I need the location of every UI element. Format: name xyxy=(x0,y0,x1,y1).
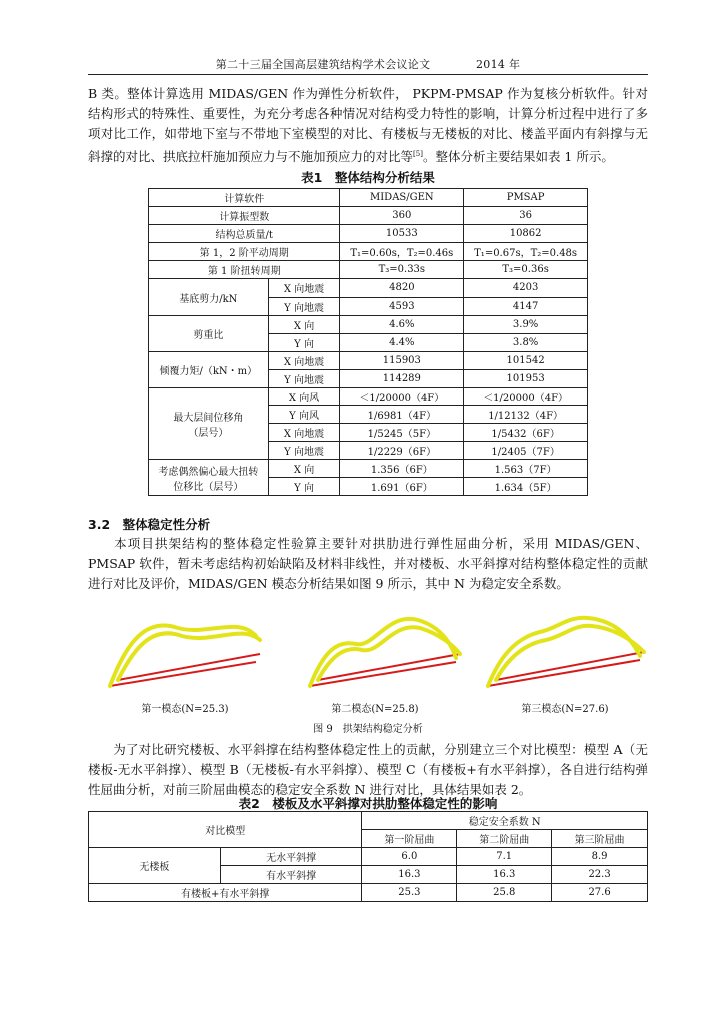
arch-rib xyxy=(310,619,456,686)
table-cell: 4593 xyxy=(340,297,464,316)
table-cell: 10862 xyxy=(464,225,588,243)
table-cell: 4820 xyxy=(340,279,464,298)
table-cell: 有楼板+有水平斜撑 xyxy=(89,884,362,902)
table-cell: 7.1 xyxy=(457,848,552,866)
tie-rod xyxy=(318,654,460,680)
table-cell: 有水平斜撑 xyxy=(220,866,362,884)
paragraph-3: 为了对比研究楼板、水平斜撑在结构整体稳定性上的贡献，分别建立三个对比模型：模型 A（无楼板-无水平斜撑）、模型 B（无楼板-有水平斜撑）、模型 C（有楼板+有水平斜撑），各自进行结构弹性屈曲分析，对前三阶屈曲模态的稳定安全系数 N 进行对比，具体结果如表 2。 xyxy=(88,742,648,797)
table-cell: X 向 xyxy=(268,316,340,334)
table-cell: 1/6981（4F） xyxy=(340,406,464,424)
table-cell: 第二阶屈曲 xyxy=(457,830,552,848)
table-cell: 1.634（5F） xyxy=(464,478,588,496)
section-heading: 3.2 整体稳定性分析 xyxy=(88,517,211,532)
table-cell: T₁=0.67s，T₂=0.48s xyxy=(464,243,588,261)
table-cell: 计算软件 xyxy=(149,189,340,207)
table-row xyxy=(149,352,588,370)
table-cell: 第 1，2 阶平动周期 xyxy=(149,243,340,261)
table-cell: T₃=0.36s xyxy=(464,261,588,279)
table-cell: 稳定安全系数 N xyxy=(362,812,648,830)
table-cell: Y 向地震 xyxy=(268,297,340,316)
paragraph-2: 本项目拱架结构的整体稳定性验算主要针对拱肋进行弹性屈曲分析，采用 MIDAS/GEN、PMSAP 软件，暂未考虑结构初始缺陷及材料非线性，并对楼板、水平斜撑对结构整体稳定性的贡献进行对比及评价，MIDAS/GEN 模态分析结果如图 9 所示，其中 N 为稳定安全系数。 xyxy=(88,536,648,591)
table-cell: Y 向地震 xyxy=(268,370,340,388)
table-cell: X 向地震 xyxy=(268,279,340,298)
arch-mode-3 xyxy=(488,618,644,686)
figure-caption-mode-3: 第三模态(N=27.6) xyxy=(521,704,609,715)
table-cell: 结构总质量/t xyxy=(149,225,340,243)
table-cell: 第一阶屈曲 xyxy=(362,830,457,848)
figure-9-title: 图 9 拱架结构稳定分析 xyxy=(313,724,423,735)
table-cell: 4147 xyxy=(464,297,588,316)
table-cell: 25.8 xyxy=(457,884,552,902)
table-cell: 114289 xyxy=(340,370,464,388)
tie-rod xyxy=(110,662,256,686)
table-row xyxy=(149,243,588,261)
table-cell: ＜1/20000（4F） xyxy=(464,388,588,406)
table-cell: 4203 xyxy=(464,279,588,298)
table-1 xyxy=(148,188,588,496)
table-cell: 最大层间位移角 （层号） xyxy=(149,388,269,460)
table-cell: 36 xyxy=(464,207,588,225)
table-cell: MIDAS/GEN xyxy=(340,189,464,207)
table-cell: 3.9% xyxy=(464,316,588,334)
table-cell: 16.3 xyxy=(457,866,552,884)
table-cell: T₃=0.33s xyxy=(340,261,464,279)
table-cell: 101953 xyxy=(464,370,588,388)
running-header xyxy=(88,56,648,72)
table-cell: 4.4% xyxy=(340,334,464,352)
arch-mode-2 xyxy=(310,619,460,686)
table-cell: 1/2229（6F） xyxy=(340,442,464,460)
table-row xyxy=(149,316,588,334)
tie-rod xyxy=(118,654,260,680)
table-cell: 4.6% xyxy=(340,316,464,334)
figure-caption-mode-2: 第二模态(N=25.8) xyxy=(331,704,419,715)
table-cell: 1.563（7F） xyxy=(464,460,588,478)
table-cell: 16.3 xyxy=(362,866,457,884)
table-row xyxy=(149,460,588,478)
table-cell: Y 向 xyxy=(268,334,340,352)
table-cell: 无楼板 xyxy=(89,848,221,884)
table-cell: 6.0 xyxy=(362,848,457,866)
figure-caption-mode-1: 第一模态(N=25.3) xyxy=(141,704,229,715)
table-cell: 27.6 xyxy=(552,884,648,902)
table-row xyxy=(89,884,648,902)
arch-mode-1 xyxy=(110,625,260,686)
table-cell: 计算振型数 xyxy=(149,207,340,225)
table-cell: 1/2405（7F） xyxy=(464,442,588,460)
table-row xyxy=(149,279,588,298)
table-row xyxy=(149,207,588,225)
table-cell: Y 向风 xyxy=(268,406,340,424)
table-cell: 22.3 xyxy=(552,866,648,884)
table-cell: 对比模型 xyxy=(89,812,362,848)
table2-caption: 表2 楼板及水平斜撑对拱肋整体稳定性的影响 xyxy=(238,796,498,811)
table-cell: 无水平斜撑 xyxy=(220,848,362,866)
table-cell: 1/12132（4F） xyxy=(464,406,588,424)
table-cell: 10533 xyxy=(340,225,464,243)
table-cell: 第三阶屈曲 xyxy=(552,830,648,848)
table-cell: 考虑偶然偏心最大扭转 位移比（层号） xyxy=(149,460,269,496)
table-cell: 101542 xyxy=(464,352,588,370)
table-cell: 1/5432（6F） xyxy=(464,424,588,442)
table-cell: 1.691（6F） xyxy=(340,478,464,496)
table-cell: 倾覆力矩/（kN・m） xyxy=(149,352,269,388)
table-cell: X 向地震 xyxy=(268,424,340,442)
table-cell: T₁=0.60s，T₂=0.46s xyxy=(340,243,464,261)
table-2 xyxy=(88,811,648,902)
table-cell: 25.3 xyxy=(362,884,457,902)
table-cell: Y 向 xyxy=(268,478,340,496)
table-row xyxy=(89,848,648,866)
table-cell: X 向 xyxy=(268,460,340,478)
table-row xyxy=(149,261,588,279)
table-cell: Y 向地震 xyxy=(268,442,340,460)
table-cell: ＜1/20000（4F） xyxy=(340,388,464,406)
header-text: 第二十三届全国高层建筑结构学术会议论文 xyxy=(215,58,431,71)
table-cell: 8.9 xyxy=(552,848,648,866)
tie-rod xyxy=(310,662,456,686)
table-cell: 3.8% xyxy=(464,334,588,352)
table-cell: 360 xyxy=(340,207,464,225)
table-cell: X 向风 xyxy=(268,388,340,406)
table-cell: X 向地震 xyxy=(268,352,340,370)
table-cell: 1/5245（5F） xyxy=(340,424,464,442)
table-cell: 1.356（6F） xyxy=(340,460,464,478)
table-cell: 基底剪力/kN xyxy=(149,279,269,316)
table-row xyxy=(149,388,588,406)
paragraph-1: B 类。整体计算选用 MIDAS/GEN 作为弹性分析软件， PKPM-PMSAP 作为复核分析软件。针对结构形式的特殊性、重要性，为充分考虑各种情况对结构受力特性的影响，计算分析过程中进行了多项对比工作，如带地下室与不带地下室模型的对比、有楼板与无楼板的对比、楼盖平面内有斜撑与无斜撑的对比、拱底拉杆施加预应力与不施加预应力的对比等[5]。整体分析主要结果如表 1 所示。 xyxy=(88,86,648,165)
header-year: 2014 年 xyxy=(476,58,521,71)
table-row xyxy=(149,189,588,207)
table-cell: 剪重比 xyxy=(149,316,269,352)
arch-rib xyxy=(488,618,640,686)
header-rule xyxy=(88,74,648,75)
table-cell: 第 1 阶扭转周期 xyxy=(149,261,340,279)
table-row xyxy=(89,812,648,830)
table-row xyxy=(149,225,588,243)
table-cell: 115903 xyxy=(340,352,464,370)
citation-5: [5] xyxy=(413,150,423,158)
tie-rod xyxy=(496,652,644,680)
tie-rod xyxy=(488,660,640,686)
table-cell: PMSAP xyxy=(464,189,588,207)
figure-9-arch-modes xyxy=(88,610,648,690)
table1-caption: 表1 整体结构分析结果 xyxy=(301,170,435,185)
